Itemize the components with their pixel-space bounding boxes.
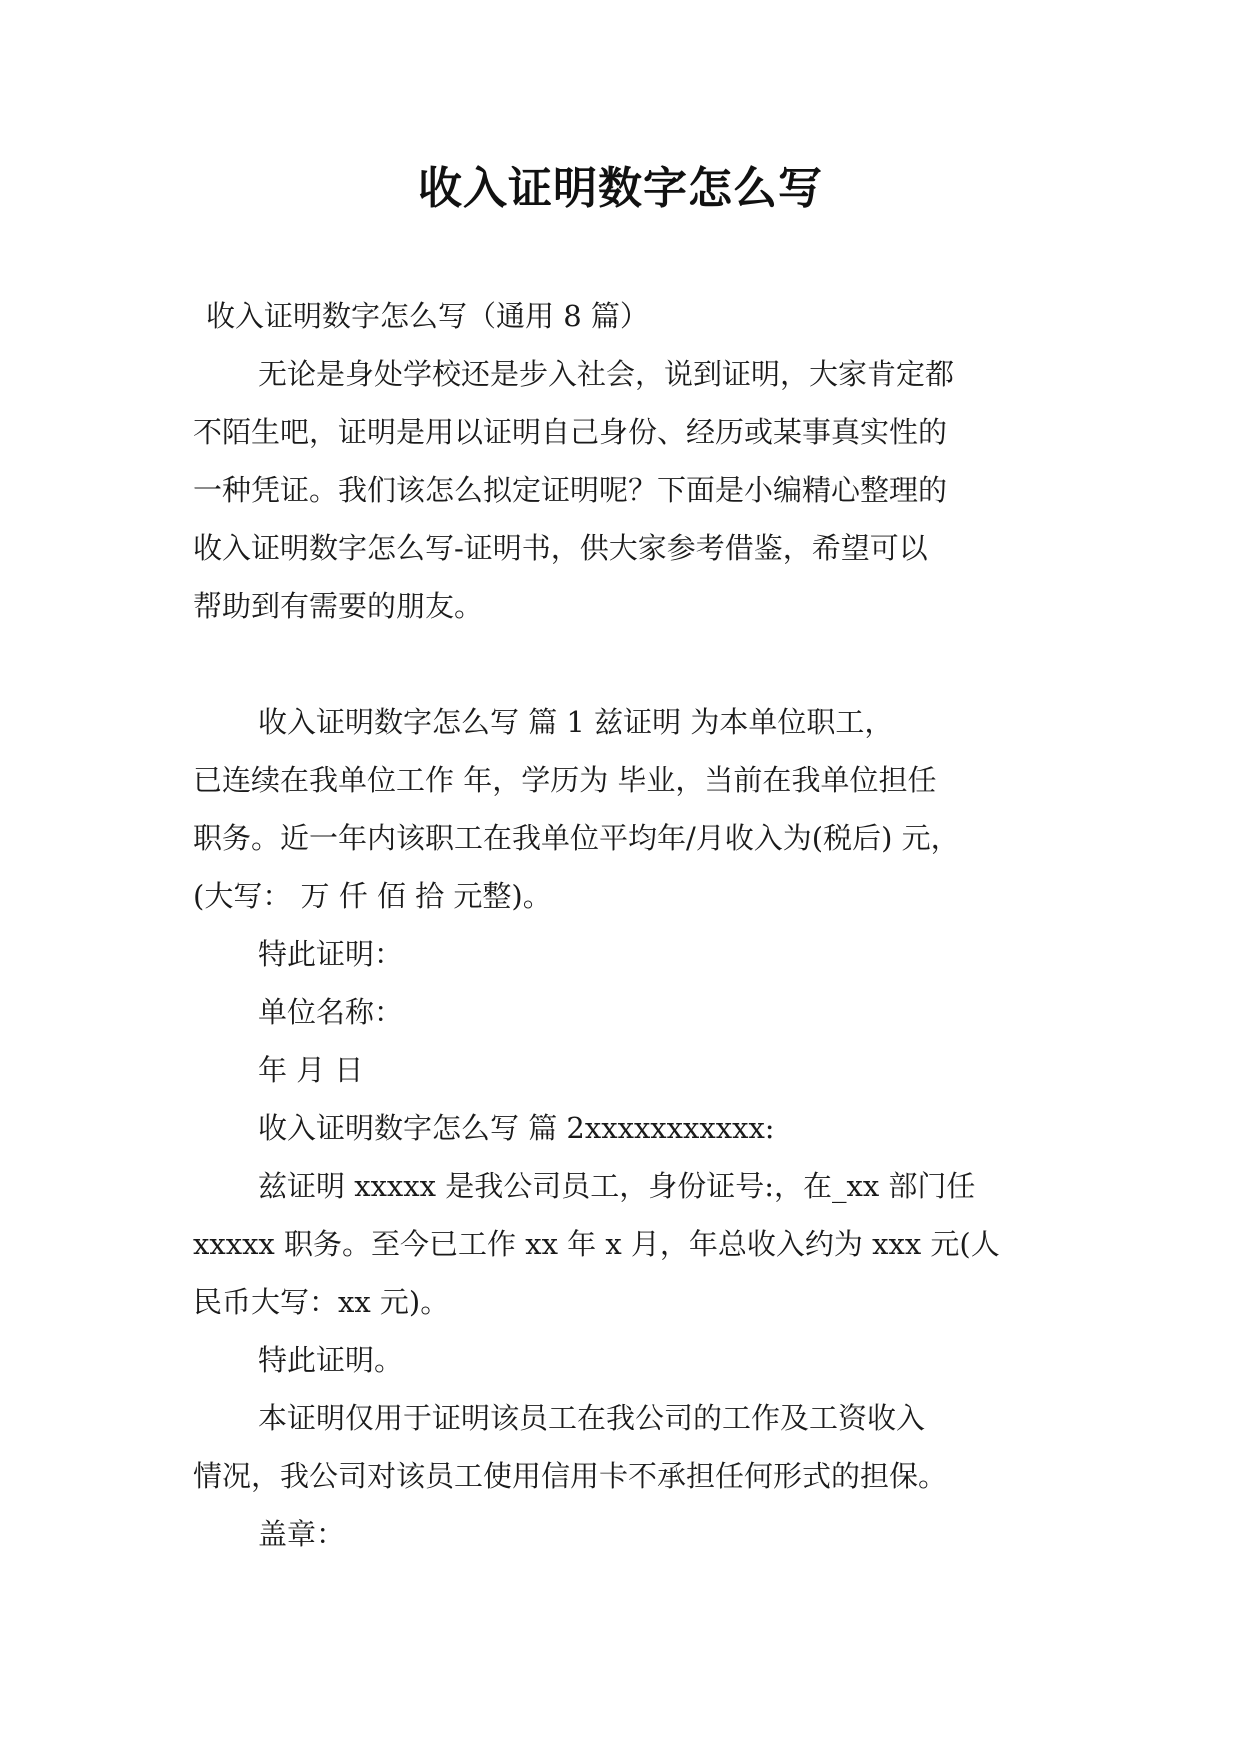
article2-line: 情况，我公司对该员工使用信用卡不承担任何形式的担保。 <box>193 1459 948 1493</box>
article2-line: 民币大写：xx 元)。 <box>193 1285 450 1319</box>
article1-line: 已连续在我单位工作 年，学历为 毕业，当前在我单位担任 <box>193 763 937 797</box>
intro-line: 无论是身处学校还是步入社会，说到证明，大家肯定都 <box>258 357 955 391</box>
article1-line: 单位名称： <box>258 995 404 1029</box>
article2-line: 收入证明数字怎么写 篇 2xxxxxxxxxxx: <box>258 1111 775 1145</box>
article2-line: 本证明仅用于证明该员工在我公司的工作及工资收入 <box>258 1401 926 1435</box>
intro-line: 收入证明数字怎么写-证明书，供大家参考借鉴，希望可以 <box>193 531 928 565</box>
page-title: 收入证明数字怎么写 <box>418 163 823 214</box>
article1-line: 收入证明数字怎么写 篇 1 兹证明 为本单位职工， <box>258 705 894 739</box>
article1-line: 职务。近一年内该职工在我单位平均年/月收入为(税后) 元， <box>193 821 960 855</box>
article1-line: 年 月 日 <box>258 1053 364 1087</box>
article1-line: (大写： 万 仟 佰 拾 元整)。 <box>193 879 552 913</box>
article2-line: 盖章： <box>258 1517 346 1551</box>
document-subtitle: 收入证明数字怎么写（通用 8 篇） <box>206 299 649 333</box>
intro-line: 帮助到有需要的朋友。 <box>193 589 484 623</box>
intro-line: 一种凭证。我们该怎么拟定证明呢？下面是小编精心整理的 <box>193 473 948 507</box>
article1-line: 特此证明： <box>258 937 404 971</box>
article2-line: xxxxx 职务。至今已工作 xx 年 x 月，年总收入约为 xxx 元(人 <box>193 1227 1000 1261</box>
intro-line: 不陌生吧，证明是用以证明自己身份、经历或某事真实性的 <box>193 415 948 449</box>
article2-line: 特此证明。 <box>258 1343 404 1377</box>
article2-line: 兹证明 xxxxx 是我公司员工，身份证号:，在_xx 部门任 <box>258 1169 976 1203</box>
